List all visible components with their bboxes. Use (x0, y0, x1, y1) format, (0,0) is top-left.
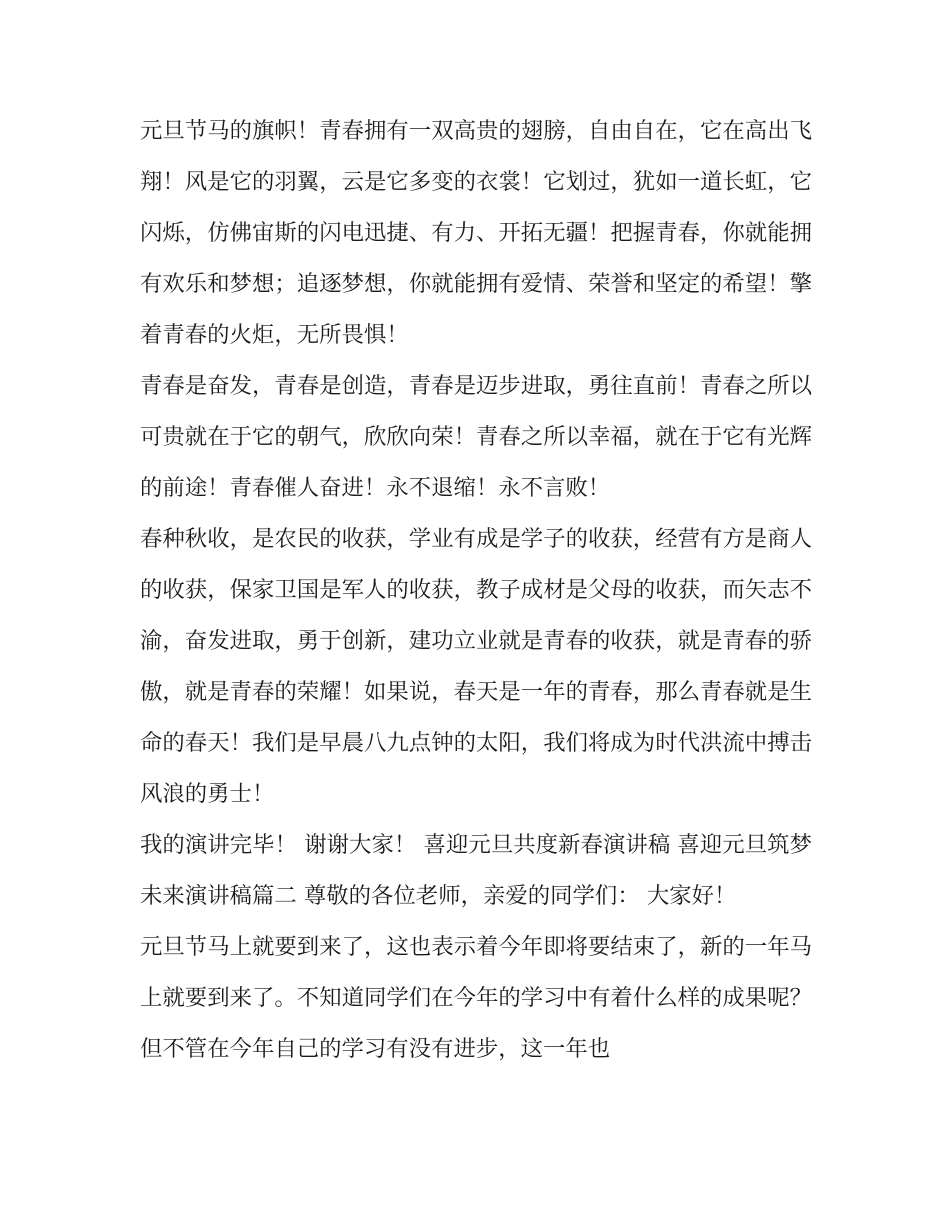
document-page (140, 106, 812, 1075)
paragraph-youth-harvest: 春种秋收，是农民的收获，学业有成是学子的收获，经营有方是商人的收获，保家卫国是军人的收获，教子成材是父母的收获，而矢志不渝，奋发进取，勇于创新，建功立业就是青春的收获，就是青春的骄傲，就是青春的荣耀！如果说，春天是一年的青春，那么青春就是生命的春天！我们是早晨八九点钟的太阳，我们将成为时代洪流中搏击风浪的勇士！ (140, 526, 812, 807)
paragraph-speech-end: 我的演讲完毕！ 谢谢大家！ 喜迎元旦共度新春演讲稿 喜迎元旦筑梦未来演讲稿篇二 尊敬的各位老师，亲爱的同学们： 大家好！ (140, 832, 812, 909)
paragraph-youth-wings: 元旦节马的旗帜！青春拥有一双高贵的翅膀，自由自在，它在高出飞翔！风是它的羽翼，云是它多变的衣裳！它划过，犹如一道长虹，它闪烁，仿佛宙斯的闪电迅捷、有力、开拓无疆！把握青春，你就能拥有欢乐和梦想；追逐梦想，你就能拥有爱情、荣誉和坚定的希望！擎着青春的火炬，无所畏惧！ (140, 118, 812, 348)
paragraph-youth-striving: 青春是奋发，青春是创造，青春是迈步进取，勇往直前！青春之所以可贵就在于它的朝气，欣欣向荣！青春之所以幸福，就在于它有光辉的前途！青春催人奋进！永不退缩！永不言败！ (140, 373, 812, 501)
paragraph-new-year: 元旦节马上就要到来了，这也表示着今年即将要结束了，新的一年马上就要到来了。不知道同学们在今年的学习中有着什么样的成果呢？但不管在今年自己的学习有没有进步，这一年也 (140, 934, 812, 1062)
